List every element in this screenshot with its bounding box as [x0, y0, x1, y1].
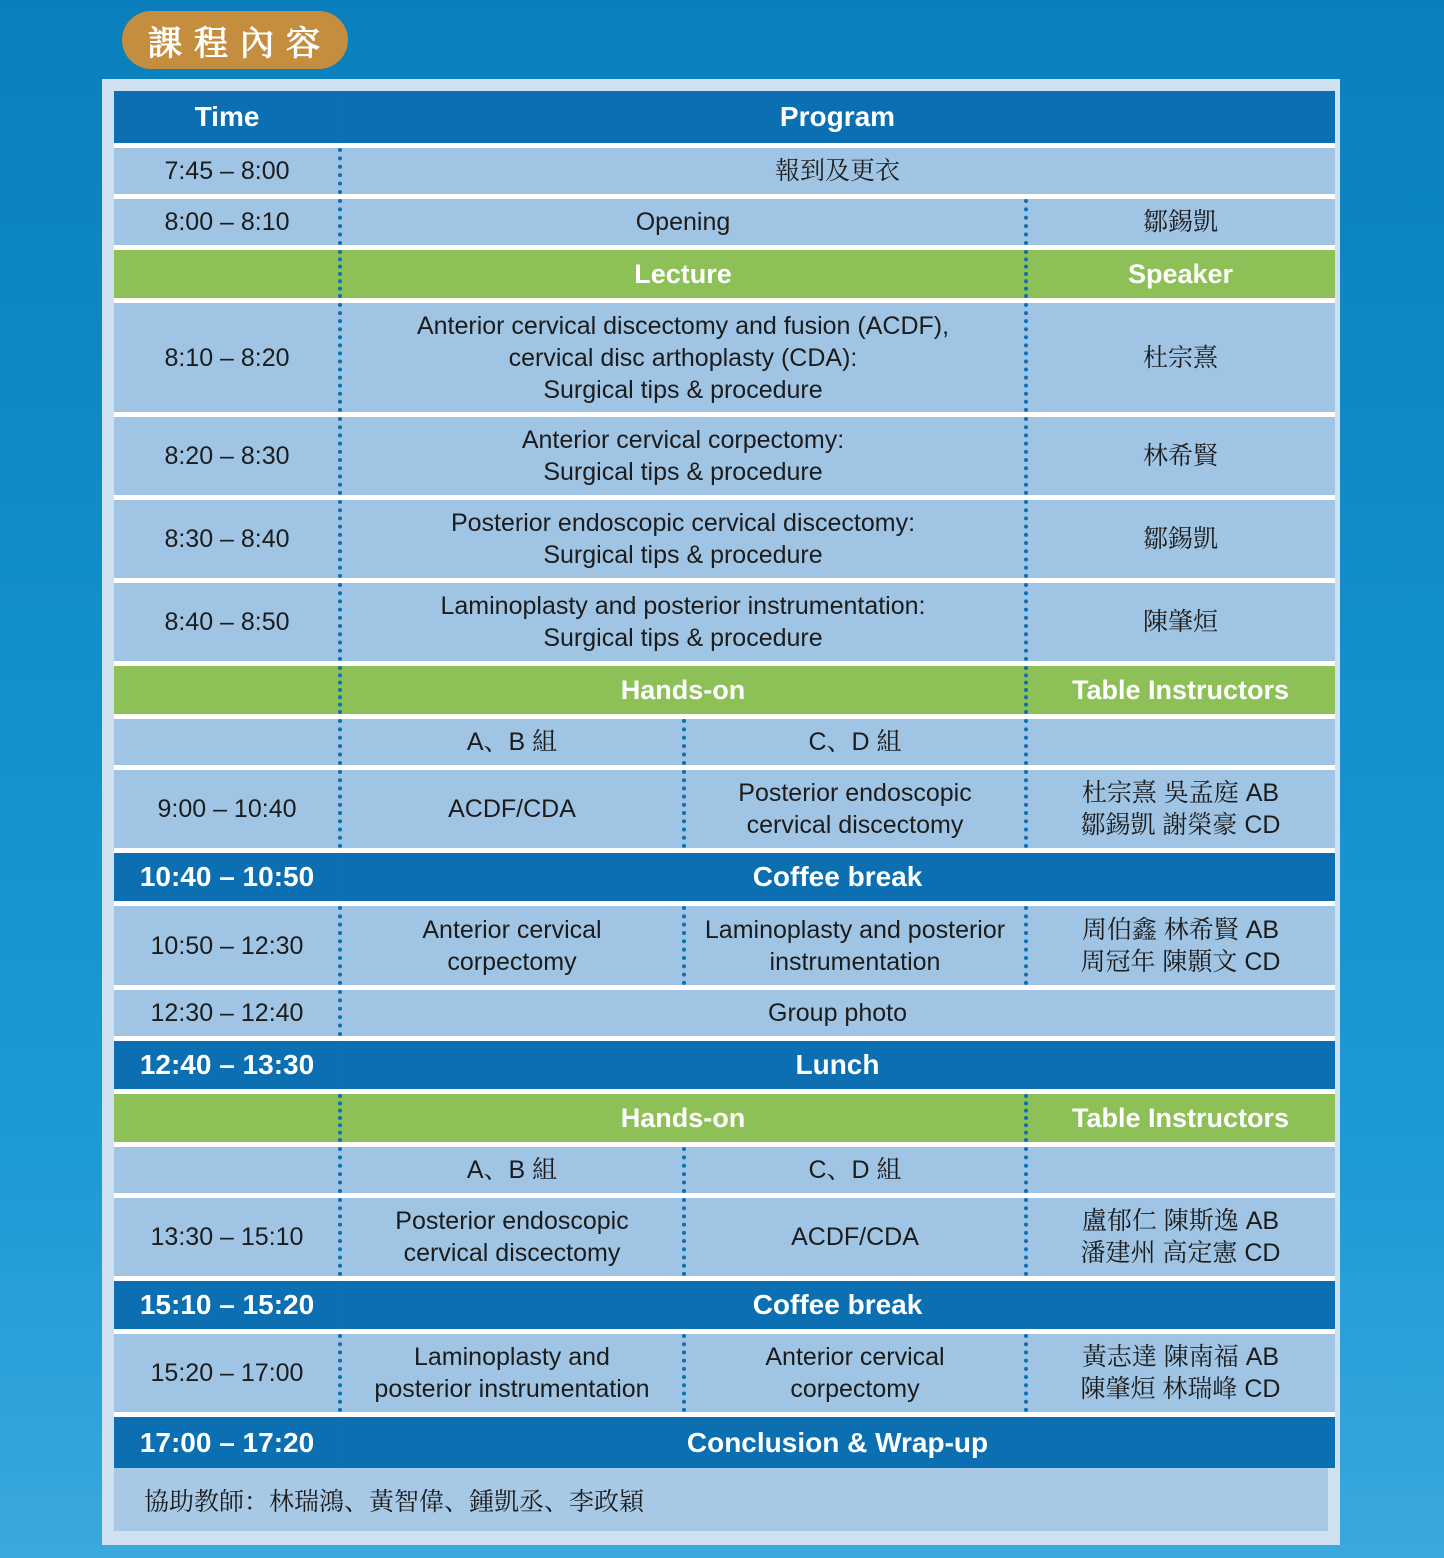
section-title-badge: 課程內容: [122, 11, 348, 69]
handson-header-row: Hands-on Table Instructors: [114, 1094, 1335, 1142]
lecture-header-row: Lecture Speaker: [114, 250, 1335, 298]
table-row: 15:10 – 15:20 Coffee break: [114, 1281, 1335, 1329]
table-row: 7:45 – 8:00 報到及更衣: [114, 148, 1335, 194]
table-header-row: [114, 91, 1335, 143]
table-row: 8:20 – 8:30 Anterior cervical corpectomy: Surgical tips & procedure 林希賢: [114, 417, 1335, 495]
table-row: 8:30 – 8:40 Posterior endoscopic cervical discectomy: Surgical tips & procedure 鄒錫凱: [114, 500, 1335, 578]
table-row: 12:30 – 12:40 Group photo: [114, 990, 1335, 1036]
table-row: 8:10 – 8:20 Anterior cervical discectomy and fusion (ACDF), cervical disc arthoplasty (CDA): Surgical tips & procedure 杜宗熹: [114, 303, 1335, 412]
table-row: 15:20 – 17:00 Laminoplasty and posterior instrumentation Anterior cervical corpectomy 黃志達 陳南福 AB 陳肇烜 林瑞峰 CD: [114, 1334, 1335, 1412]
assistant-teachers-note: 協助教師：林瑞鴻、黃智偉、鍾凱丞、李政穎: [114, 1468, 1328, 1531]
group-label-row: A、B 組 C、D 組: [114, 719, 1335, 765]
handson-header-row: Hands-on Table Instructors: [114, 666, 1335, 714]
table-row: 17:00 – 17:20 Conclusion & Wrap-up: [114, 1417, 1335, 1468]
table-row: 13:30 – 15:10 Posterior endoscopic cervical discectomy ACDF/CDA 盧郁仁 陳斯逸 AB 潘建州 高定憲 CD: [114, 1198, 1335, 1276]
table-row: 10:40 – 10:50 Coffee break: [114, 853, 1335, 901]
table-row: 12:40 – 13:30 Lunch: [114, 1041, 1335, 1089]
table-row: 10:50 – 12:30 Anterior cervical corpectomy Laminoplasty and posterior instrumentation 周伯鑫 林希賢 AB 周冠年 陳顥文 CD: [114, 906, 1335, 985]
table-row: 8:40 – 8:50 Laminoplasty and posterior instrumentation: Surgical tips & procedure 陳肇烜: [114, 583, 1335, 661]
header-time: Time: [114, 91, 340, 143]
group-label-row: A、B 組 C、D 組: [114, 1147, 1335, 1193]
table-row: 8:00 – 8:10 Opening 鄒錫凱: [114, 199, 1335, 245]
table-row: 9:00 – 10:40 ACDF/CDA Posterior endoscopic cervical discectomy 杜宗熹 吳孟庭 AB 鄒錫凱 謝榮豪 CD: [114, 770, 1335, 848]
header-program: Program: [779, 101, 896, 132]
